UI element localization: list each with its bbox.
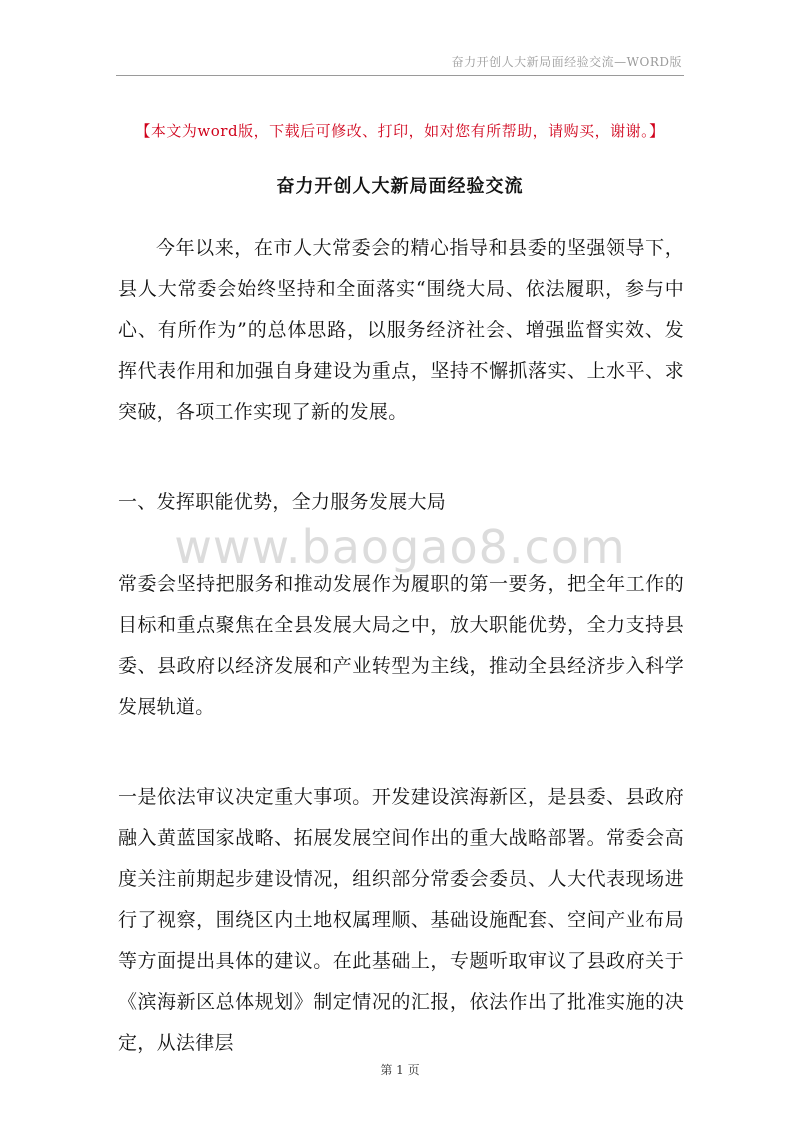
page-number: 第 1 页	[380, 1063, 420, 1077]
intro-paragraph: 今年以来，在市人大常委会的精心指导和县委的坚强领导下，县人大常委会始终坚持和全面落实“围绕大局、依法履职，参与中心、有所作为”的总体思路，以服务经济社会、增强监督实效、发挥代表作用和加强自身建设为重点，坚持不懈抓落实、上水平、求突破，各项工作实现了新的发展。	[118, 237, 684, 423]
purchase-notice: 【本文为word版，下载后可修改、打印，如对您有所帮助，请购买，谢谢。】	[135, 122, 665, 140]
header-divider	[116, 75, 684, 76]
document-title: 奋力开创人大新局面经验交流	[276, 176, 524, 197]
section-heading: 一、发挥职能优势，全力服务发展大局	[118, 491, 447, 513]
watermark: www.baogao8.com	[174, 520, 626, 574]
item-paragraph: 一是依法审议决定重大事项。开发建设滨海新区，是县委、县政府融入黄蓝国家战略、拓展发展空间作出的重大战略部署。常委会高度关注前期起步建设情况，组织部分常委会委员、人大代表现场进行了视察，围绕区内土地权属理顺、基础设施配套、空间产业布局等方面提出具体的建议。在此基础上，专题听取审议了县政府关于《滨海新区总体规划》制定情况的汇报，依法作出了批准实施的决定，从法律层	[118, 786, 684, 1054]
section-paragraph: 常委会坚持把服务和推动发展作为履职的第一要务，把全年工作的目标和重点聚焦在全县发展大局之中，放大职能优势，全力支持县委、县政府以经济发展和产业转型为主线，推动全县经济步入科学发展轨道。	[118, 573, 684, 718]
running-header: 奋力开创人大新局面经验交流—WORD版	[451, 55, 682, 69]
